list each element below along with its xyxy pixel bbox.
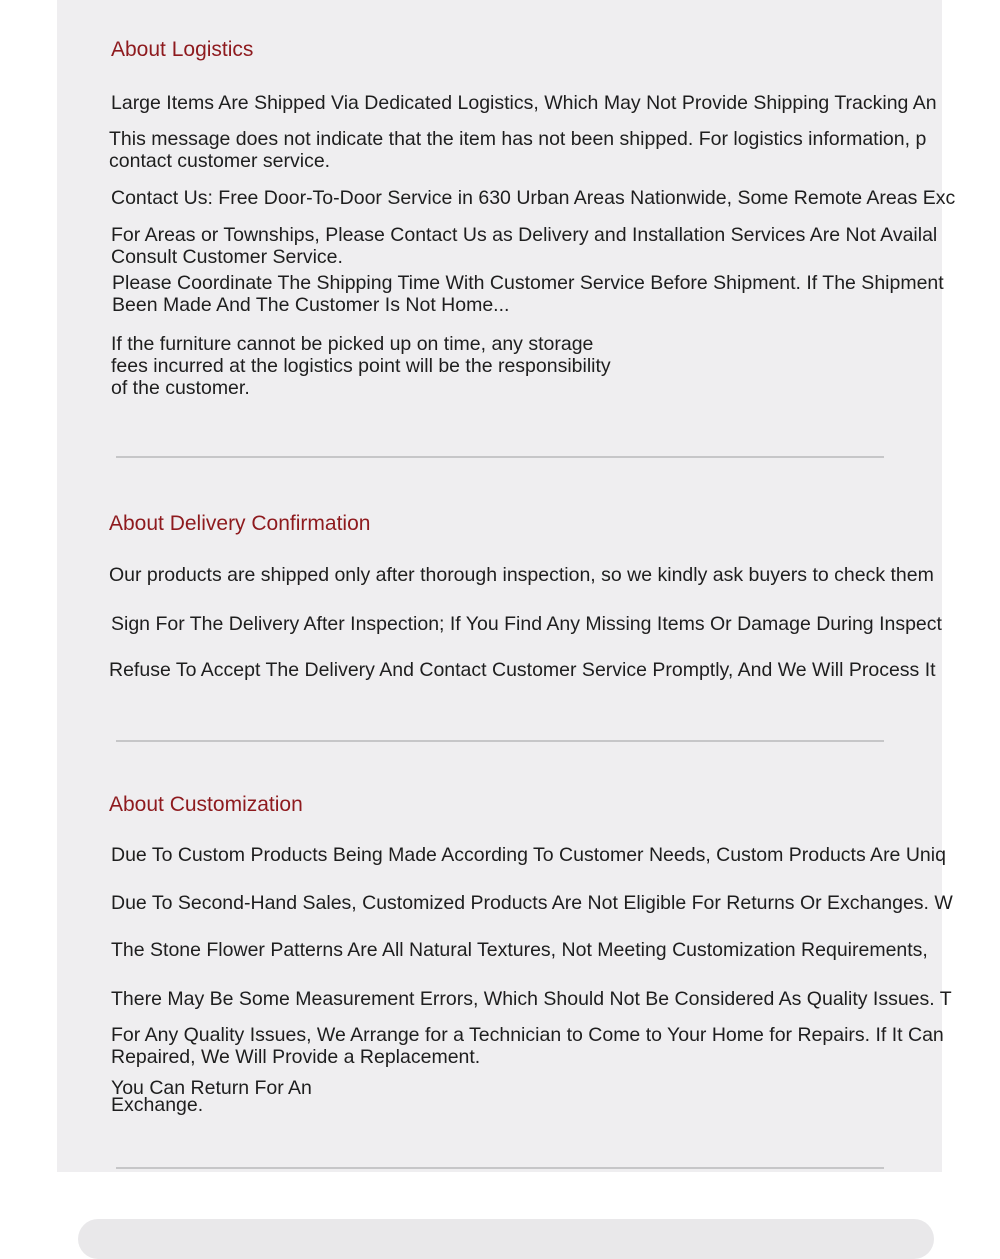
delivery-paragraph: Refuse To Accept The Delivery And Contact Customer Service Promptly, And We Will Process It [109, 659, 936, 681]
delivery-title: About Delivery Confirmation [109, 512, 371, 535]
customization-paragraph: Exchange. [111, 1094, 204, 1116]
customization-paragraph: The Stone Flower Patterns Are All Natural Textures, Not Meeting Customization Requirements, [111, 939, 928, 961]
logistics-paragraph: If the furniture cannot be picked up on time, any storage fees incurred at the logistics point will be the responsibility of the customer. [111, 333, 611, 399]
customization-paragraph: For Any Quality Issues, We Arrange for a Technician to Come to Your Home for Repairs. If It Can Repaired, We Will Provide a Replacement. [111, 1024, 944, 1068]
logistics-paragraph: Large Items Are Shipped Via Dedicated Logistics, Which May Not Provide Shipping Tracking An [111, 92, 937, 114]
section-divider [116, 1167, 884, 1169]
logistics-paragraph: This message does not indicate that the item has not been shipped. For logistics information, p contact customer service. [109, 128, 927, 172]
logistics-paragraph: Please Coordinate The Shipping Time With Customer Service Before Shipment. If The Shipment Been Made And The Customer Is Not Home... [112, 272, 944, 316]
section-divider [116, 740, 884, 742]
customization-paragraph: You Can Return For An [111, 1077, 312, 1099]
delivery-paragraph: Sign For The Delivery After Inspection; If You Find Any Missing Items Or Damage During Inspect [111, 613, 942, 635]
delivery-paragraph: Our products are shipped only after thorough inspection, so we kindly ask buyers to check them [109, 564, 934, 586]
next-section-card [78, 1219, 934, 1259]
logistics-paragraph: For Areas or Townships, Please Contact Us as Delivery and Installation Services Are Not Availal Consult Customer Service. [111, 224, 938, 268]
logistics-title: About Logistics [111, 38, 254, 61]
customization-paragraph: Due To Second-Hand Sales, Customized Products Are Not Eligible For Returns Or Exchanges. W [111, 892, 953, 914]
customization-paragraph: There May Be Some Measurement Errors, Which Should Not Be Considered As Quality Issues. T [111, 988, 952, 1010]
customization-paragraph: Due To Custom Products Being Made According To Customer Needs, Custom Products Are Uniq [111, 844, 946, 866]
logistics-paragraph: Contact Us: Free Door-To-Door Service in 630 Urban Areas Nationwide, Some Remote Areas Exc [111, 187, 956, 209]
section-divider [116, 456, 884, 458]
customization-title: About Customization [109, 793, 303, 816]
